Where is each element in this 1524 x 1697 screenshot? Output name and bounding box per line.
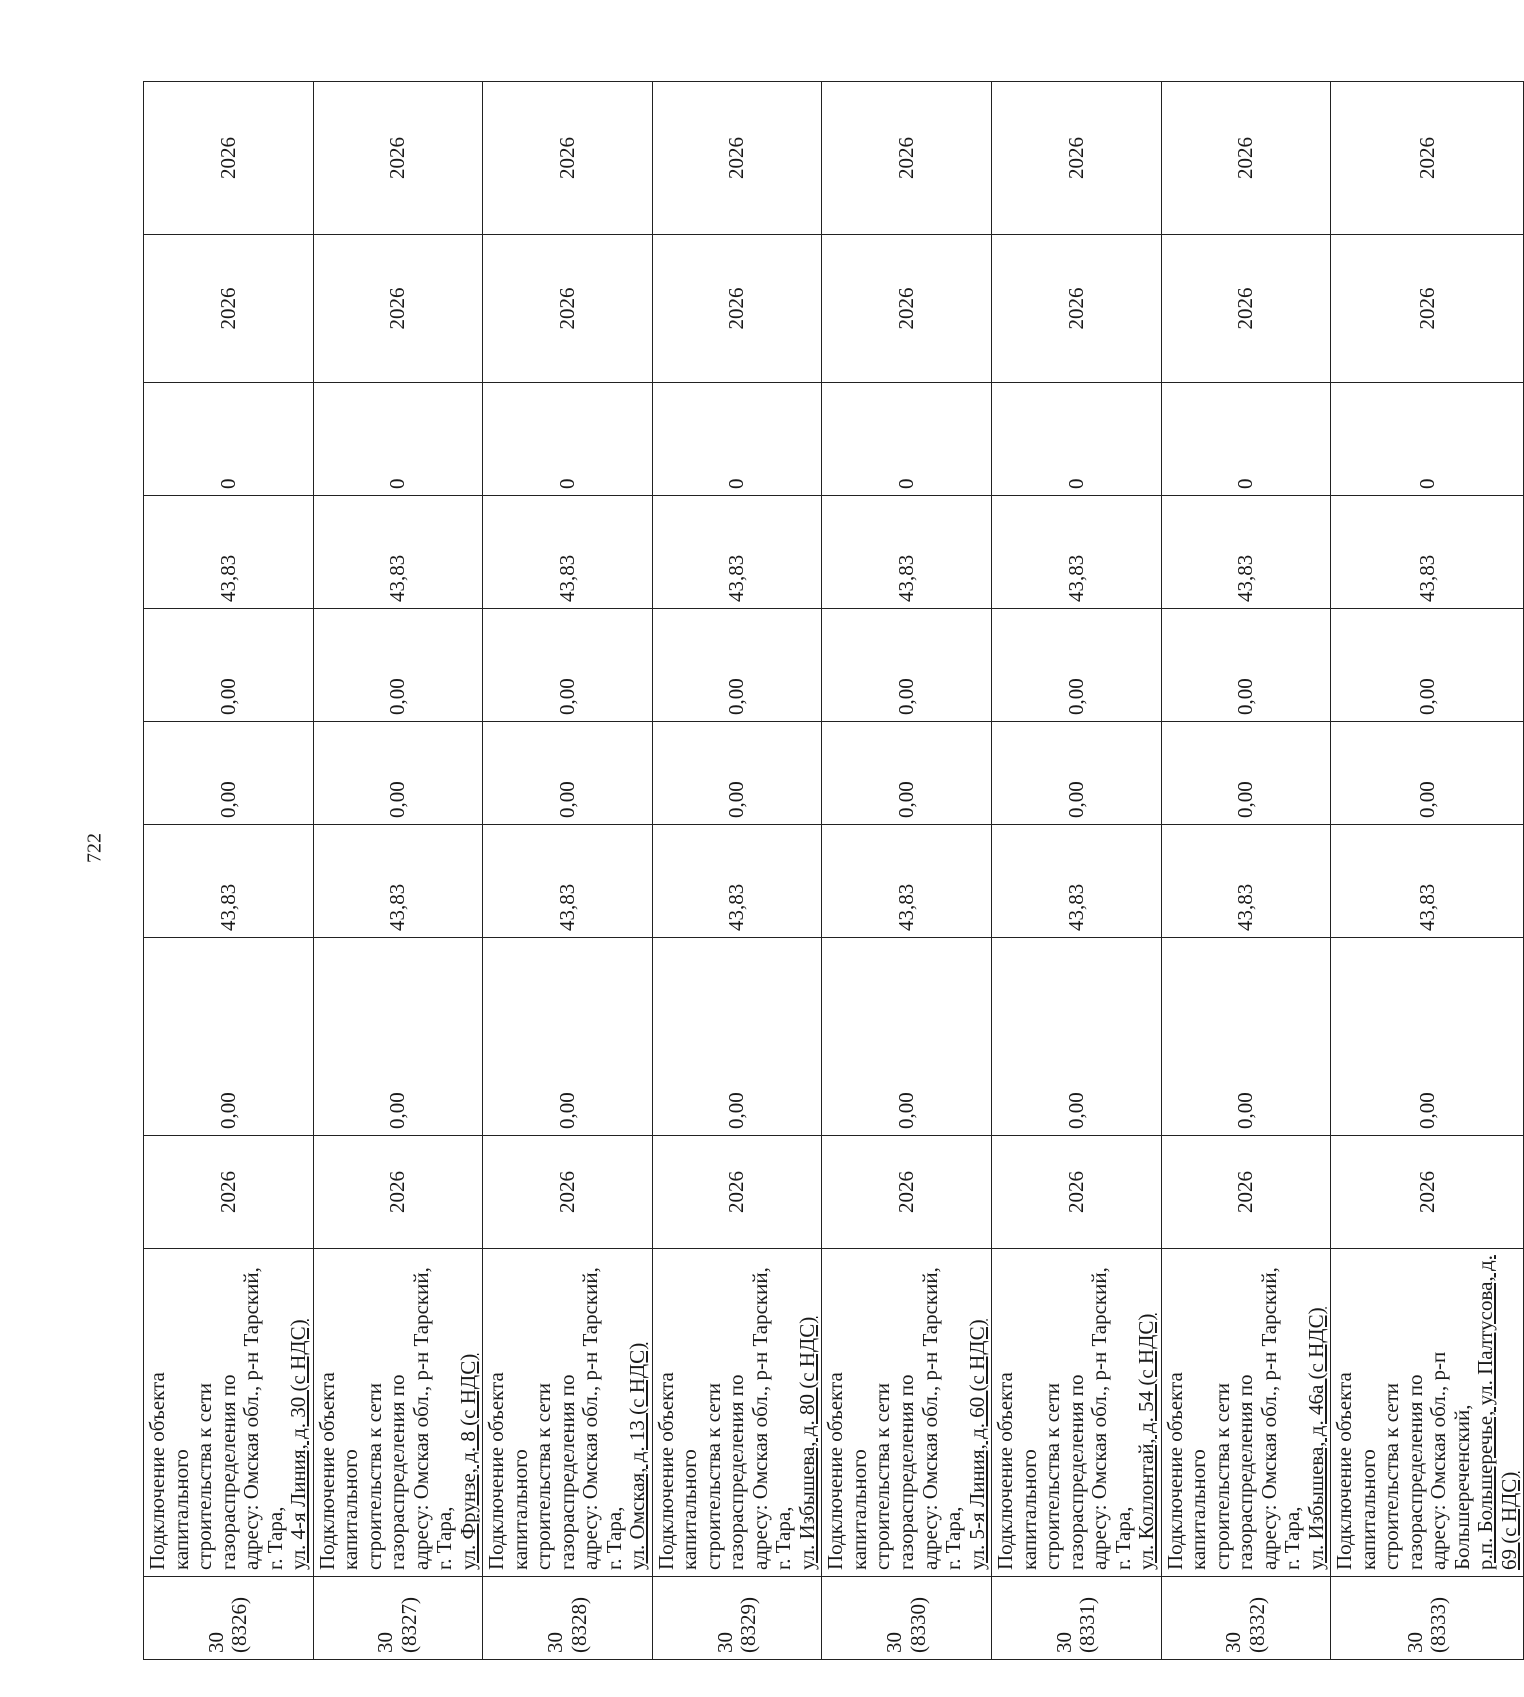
year-b-cell <box>1161 82 1331 235</box>
value-cell-v5 <box>822 383 992 496</box>
value-cell-v2 <box>144 722 314 825</box>
value-cell-v4 <box>483 496 653 609</box>
year-a: 2026 <box>554 287 579 330</box>
value-v3: 0,00 <box>1414 678 1439 715</box>
year-a-cell <box>992 235 1162 383</box>
table-body <box>144 82 1524 1660</box>
value-cell-v0 <box>313 938 483 1136</box>
investment-table <box>143 81 1524 1660</box>
year-b-cell <box>483 82 653 235</box>
value-cell-v5 <box>1161 383 1331 496</box>
year-b-cell <box>1331 82 1524 235</box>
row-number-cell <box>1331 1577 1524 1660</box>
year-start: 2026 <box>893 1171 918 1213</box>
object-name-line: строительства к сети газораспределения по <box>1209 1374 1258 1570</box>
table-row <box>822 82 992 1660</box>
value-cell-v3 <box>822 609 992 722</box>
row-number-cell <box>144 1577 314 1660</box>
year-a: 2026 <box>1414 287 1439 330</box>
row-number-cell <box>313 1577 483 1660</box>
object-name-line: строительства к сети газораспределения по <box>1040 1374 1088 1570</box>
value-v0: 0,00 <box>385 1092 410 1129</box>
value-v4: 43,83 <box>554 554 579 602</box>
row-number: 30 <box>1402 1632 1427 1653</box>
value-cell-v2 <box>483 722 653 825</box>
row-number-cell <box>992 1577 1162 1660</box>
value-v4: 43,83 <box>1414 554 1439 602</box>
page-number: 722 <box>83 833 106 863</box>
value-v2: 0,00 <box>385 781 410 818</box>
value-v0: 0,00 <box>893 1092 918 1129</box>
object-name-line: строительства к сети газораспределения по <box>192 1374 240 1570</box>
value-v0: 0,00 <box>215 1092 240 1129</box>
object-name-line: Подключение объекта капитального <box>653 1372 702 1570</box>
row-code: (8333) <box>1426 1597 1451 1653</box>
year-a-cell <box>652 235 822 383</box>
value-cell-v2 <box>1161 722 1331 825</box>
object-name-line: ул. Избышева, д. 46а (с НДС) <box>1303 1307 1328 1570</box>
value-v5: 0 <box>1233 478 1258 489</box>
year-a-cell <box>483 235 653 383</box>
object-name-line: адресу: Омская обл., р-п Большереченский, <box>1426 1351 1474 1570</box>
table-row <box>313 82 483 1660</box>
value-cell-v5 <box>992 383 1162 496</box>
value-cell-v1 <box>992 825 1162 938</box>
value-cell-v0 <box>144 938 314 1136</box>
year-b-cell <box>313 82 483 235</box>
year-a: 2026 <box>893 287 918 330</box>
object-name-line: ул. Избышева, д. 80 (с НДС) <box>794 1316 819 1570</box>
object-name-line: Подключение объекта капитального <box>823 1372 871 1570</box>
value-v2: 0,00 <box>893 781 918 818</box>
value-v5: 0 <box>1414 478 1439 489</box>
object-name-line: Подключение объекта капитального <box>1332 1372 1380 1570</box>
year-a-cell <box>822 235 992 383</box>
object-name-cell <box>822 1249 992 1577</box>
object-name-line: адресу: Омская обл., р-н Тарский, г. Тара, <box>408 1267 457 1570</box>
row-number: 30 <box>203 1632 228 1653</box>
row-code: (8329) <box>736 1597 761 1653</box>
object-name-line: Подключение объекта капитального <box>1162 1372 1211 1570</box>
year-b: 2026 <box>215 137 240 179</box>
value-v0: 0,00 <box>1063 1092 1088 1129</box>
value-v4: 43,83 <box>724 554 749 602</box>
value-cell-v3 <box>652 609 822 722</box>
value-cell-v1 <box>822 825 992 938</box>
value-v4: 43,83 <box>893 554 918 602</box>
year-start: 2026 <box>554 1171 579 1213</box>
year-start: 2026 <box>215 1171 240 1213</box>
year-b: 2026 <box>1233 137 1258 179</box>
value-cell-v2 <box>992 722 1162 825</box>
object-name-cell <box>313 1249 483 1577</box>
value-cell-v0 <box>652 938 822 1136</box>
year-a-cell <box>313 235 483 383</box>
value-cell-v5 <box>313 383 483 496</box>
value-cell-v1 <box>1161 825 1331 938</box>
value-cell-v4 <box>1161 496 1331 609</box>
value-cell-v0 <box>1331 938 1524 1136</box>
value-v2: 0,00 <box>215 781 240 818</box>
object-name-line: строительства к сети газораспределения по <box>361 1374 410 1570</box>
year-a: 2026 <box>724 287 749 330</box>
value-cell-v1 <box>144 825 314 938</box>
object-name-line: адресу: Омская обл., р-н Тарский, г. Тара, <box>1087 1267 1135 1570</box>
value-v4: 43,83 <box>215 554 240 602</box>
value-v3: 0,00 <box>385 678 410 715</box>
value-cell-v3 <box>144 609 314 722</box>
value-v0: 0,00 <box>1233 1092 1258 1129</box>
value-cell-v5 <box>652 383 822 496</box>
object-name-line: адресу: Омская обл., р-н Тарский, г. Тара, <box>1256 1267 1305 1570</box>
year-start: 2026 <box>1414 1171 1439 1213</box>
year-a-cell <box>1331 235 1524 383</box>
value-v3: 0,00 <box>1063 678 1088 715</box>
object-name-line: строительства к сети газораспределения по <box>700 1374 749 1570</box>
value-cell-v4 <box>144 496 314 609</box>
year-start-cell <box>313 1136 483 1249</box>
year-start-cell <box>1331 1136 1524 1249</box>
year-start: 2026 <box>724 1171 749 1213</box>
value-cell-v4 <box>313 496 483 609</box>
value-cell-v4 <box>652 496 822 609</box>
year-start-cell <box>992 1136 1162 1249</box>
year-a: 2026 <box>1063 287 1088 330</box>
value-v5: 0 <box>215 478 240 489</box>
table-row <box>992 82 1162 1660</box>
row-code: (8330) <box>905 1597 930 1653</box>
object-name-cell <box>1161 1249 1331 1577</box>
year-start: 2026 <box>1233 1171 1258 1213</box>
year-a: 2026 <box>215 287 240 330</box>
value-v5: 0 <box>1063 478 1088 489</box>
value-v0: 0,00 <box>554 1092 579 1129</box>
value-v5: 0 <box>385 478 410 489</box>
value-v1: 43,83 <box>1233 883 1258 931</box>
object-name-line: р.п. Большеречье, ул. Палтусова, д. 69 (с НДС) <box>1473 1255 1521 1570</box>
value-cell-v0 <box>992 938 1162 1136</box>
value-cell-v4 <box>822 496 992 609</box>
value-cell-v1 <box>652 825 822 938</box>
value-v3: 0,00 <box>893 678 918 715</box>
value-v0: 0,00 <box>724 1092 749 1129</box>
value-cell-v0 <box>1161 938 1331 1136</box>
year-a-cell <box>1161 235 1331 383</box>
object-name-cell <box>144 1249 314 1577</box>
year-b: 2026 <box>554 137 579 179</box>
table-row <box>652 82 822 1660</box>
year-start-cell <box>144 1136 314 1249</box>
value-v1: 43,83 <box>215 883 240 931</box>
value-v3: 0,00 <box>1233 678 1258 715</box>
row-number-cell <box>1161 1577 1331 1660</box>
value-cell-v5 <box>144 383 314 496</box>
row-code: (8326) <box>227 1597 252 1653</box>
row-code: (8327) <box>396 1597 421 1653</box>
object-name-line: Подключение объекта капитального <box>145 1372 193 1570</box>
value-cell-v4 <box>992 496 1162 609</box>
value-cell-v0 <box>822 938 992 1136</box>
year-start-cell <box>652 1136 822 1249</box>
value-v0: 0,00 <box>1414 1092 1439 1129</box>
object-name-line: Подключение объекта капитального <box>314 1372 363 1570</box>
value-v1: 43,83 <box>1063 883 1088 931</box>
value-v1: 43,83 <box>724 883 749 931</box>
row-number: 30 <box>1221 1632 1246 1653</box>
value-v5: 0 <box>724 478 749 489</box>
object-name-line: ул. Омская, д. 13 (с НДС) <box>625 1342 650 1570</box>
year-b: 2026 <box>893 137 918 179</box>
object-name-line: строительства к сети газораспределения по <box>870 1374 918 1570</box>
object-name-line: адресу: Омская обл., р-н Тарский, г. Тара, <box>747 1267 796 1570</box>
object-name-line: адресу: Омская обл., р-н Тарский, г. Тара, <box>917 1267 966 1570</box>
value-v4: 43,83 <box>1233 554 1258 602</box>
row-number-cell <box>652 1577 822 1660</box>
value-v3: 0,00 <box>215 678 240 715</box>
value-v1: 43,83 <box>385 883 410 931</box>
object-name-line: ул. 4-я Линия, д. 30 (с НДС) <box>286 1319 311 1570</box>
year-start: 2026 <box>1063 1171 1088 1213</box>
year-b: 2026 <box>1414 137 1439 179</box>
object-name-line: адресу: Омская обл., р-н Тарский, г. Тара, <box>578 1267 626 1570</box>
value-cell-v3 <box>992 609 1162 722</box>
year-start-cell <box>483 1136 653 1249</box>
value-v2: 0,00 <box>554 781 579 818</box>
object-name-line: ул. Фрунзе, д. 8 (с НДС) <box>455 1353 480 1570</box>
object-name-cell <box>652 1249 822 1577</box>
object-name-cell <box>992 1249 1162 1577</box>
object-name-line: адресу: Омская обл., р-н Тарский, г. Тара, <box>239 1267 287 1570</box>
value-cell-v1 <box>313 825 483 938</box>
row-code: (8331) <box>1075 1597 1100 1653</box>
value-v2: 0,00 <box>724 781 749 818</box>
value-cell-v5 <box>1331 383 1524 496</box>
year-a: 2026 <box>1233 287 1258 330</box>
value-v1: 43,83 <box>893 883 918 931</box>
row-number-cell <box>822 1577 992 1660</box>
value-cell-v3 <box>313 609 483 722</box>
object-name-line: Подключение объекта капитального <box>484 1372 532 1570</box>
object-name-cell <box>1331 1249 1524 1577</box>
year-b: 2026 <box>385 137 410 179</box>
value-cell-v3 <box>483 609 653 722</box>
value-v2: 0,00 <box>1414 781 1439 818</box>
value-v5: 0 <box>893 478 918 489</box>
value-cell-v3 <box>1161 609 1331 722</box>
value-cell-v2 <box>822 722 992 825</box>
value-cell-v2 <box>1331 722 1524 825</box>
row-number-cell <box>483 1577 653 1660</box>
value-cell-v3 <box>1331 609 1524 722</box>
object-name-line: ул. Коллонтай, д. 54 (с НДС) <box>1134 1313 1159 1570</box>
year-a: 2026 <box>385 287 410 330</box>
value-cell-v2 <box>313 722 483 825</box>
row-code: (8328) <box>566 1597 591 1653</box>
row-number: 30 <box>543 1632 567 1653</box>
value-v1: 43,83 <box>554 883 579 931</box>
object-name-line: ул. 5-я Линия, д. 60 (с НДС) <box>964 1319 989 1570</box>
object-name-line: Подключение объекта капитального <box>993 1372 1041 1570</box>
row-number: 30 <box>373 1632 398 1653</box>
year-start: 2026 <box>385 1171 410 1213</box>
value-v2: 0,00 <box>1233 781 1258 818</box>
value-v1: 43,83 <box>1414 883 1439 931</box>
value-v4: 43,83 <box>385 554 410 602</box>
object-name-cell <box>483 1249 653 1577</box>
value-cell-v4 <box>1331 496 1524 609</box>
value-cell-v1 <box>1331 825 1524 938</box>
table-row <box>483 82 653 1660</box>
value-v3: 0,00 <box>554 678 579 715</box>
value-v2: 0,00 <box>1063 781 1088 818</box>
table-row <box>1161 82 1331 1660</box>
value-v5: 0 <box>554 478 579 489</box>
object-name-line: строительства к сети газораспределения по <box>531 1374 579 1570</box>
table-row <box>144 82 314 1660</box>
value-v3: 0,00 <box>724 678 749 715</box>
year-start-cell <box>1161 1136 1331 1249</box>
row-number: 30 <box>882 1632 907 1653</box>
year-b: 2026 <box>724 137 749 179</box>
rotated-table-sheet <box>143 100 1521 1660</box>
value-cell-v2 <box>652 722 822 825</box>
year-a-cell <box>144 235 314 383</box>
value-v4: 43,83 <box>1063 554 1088 602</box>
year-b-cell <box>652 82 822 235</box>
row-code: (8332) <box>1244 1597 1269 1653</box>
object-name-line: строительства к сети газораспределения по <box>1379 1374 1427 1570</box>
row-number: 30 <box>1051 1632 1076 1653</box>
row-number: 30 <box>712 1632 737 1653</box>
year-b: 2026 <box>1063 137 1088 179</box>
value-cell-v1 <box>483 825 653 938</box>
year-b-cell <box>992 82 1162 235</box>
year-b-cell <box>144 82 314 235</box>
value-cell-v5 <box>483 383 653 496</box>
year-start-cell <box>822 1136 992 1249</box>
table-row <box>1331 82 1524 1660</box>
value-cell-v0 <box>483 938 653 1136</box>
year-b-cell <box>822 82 992 235</box>
